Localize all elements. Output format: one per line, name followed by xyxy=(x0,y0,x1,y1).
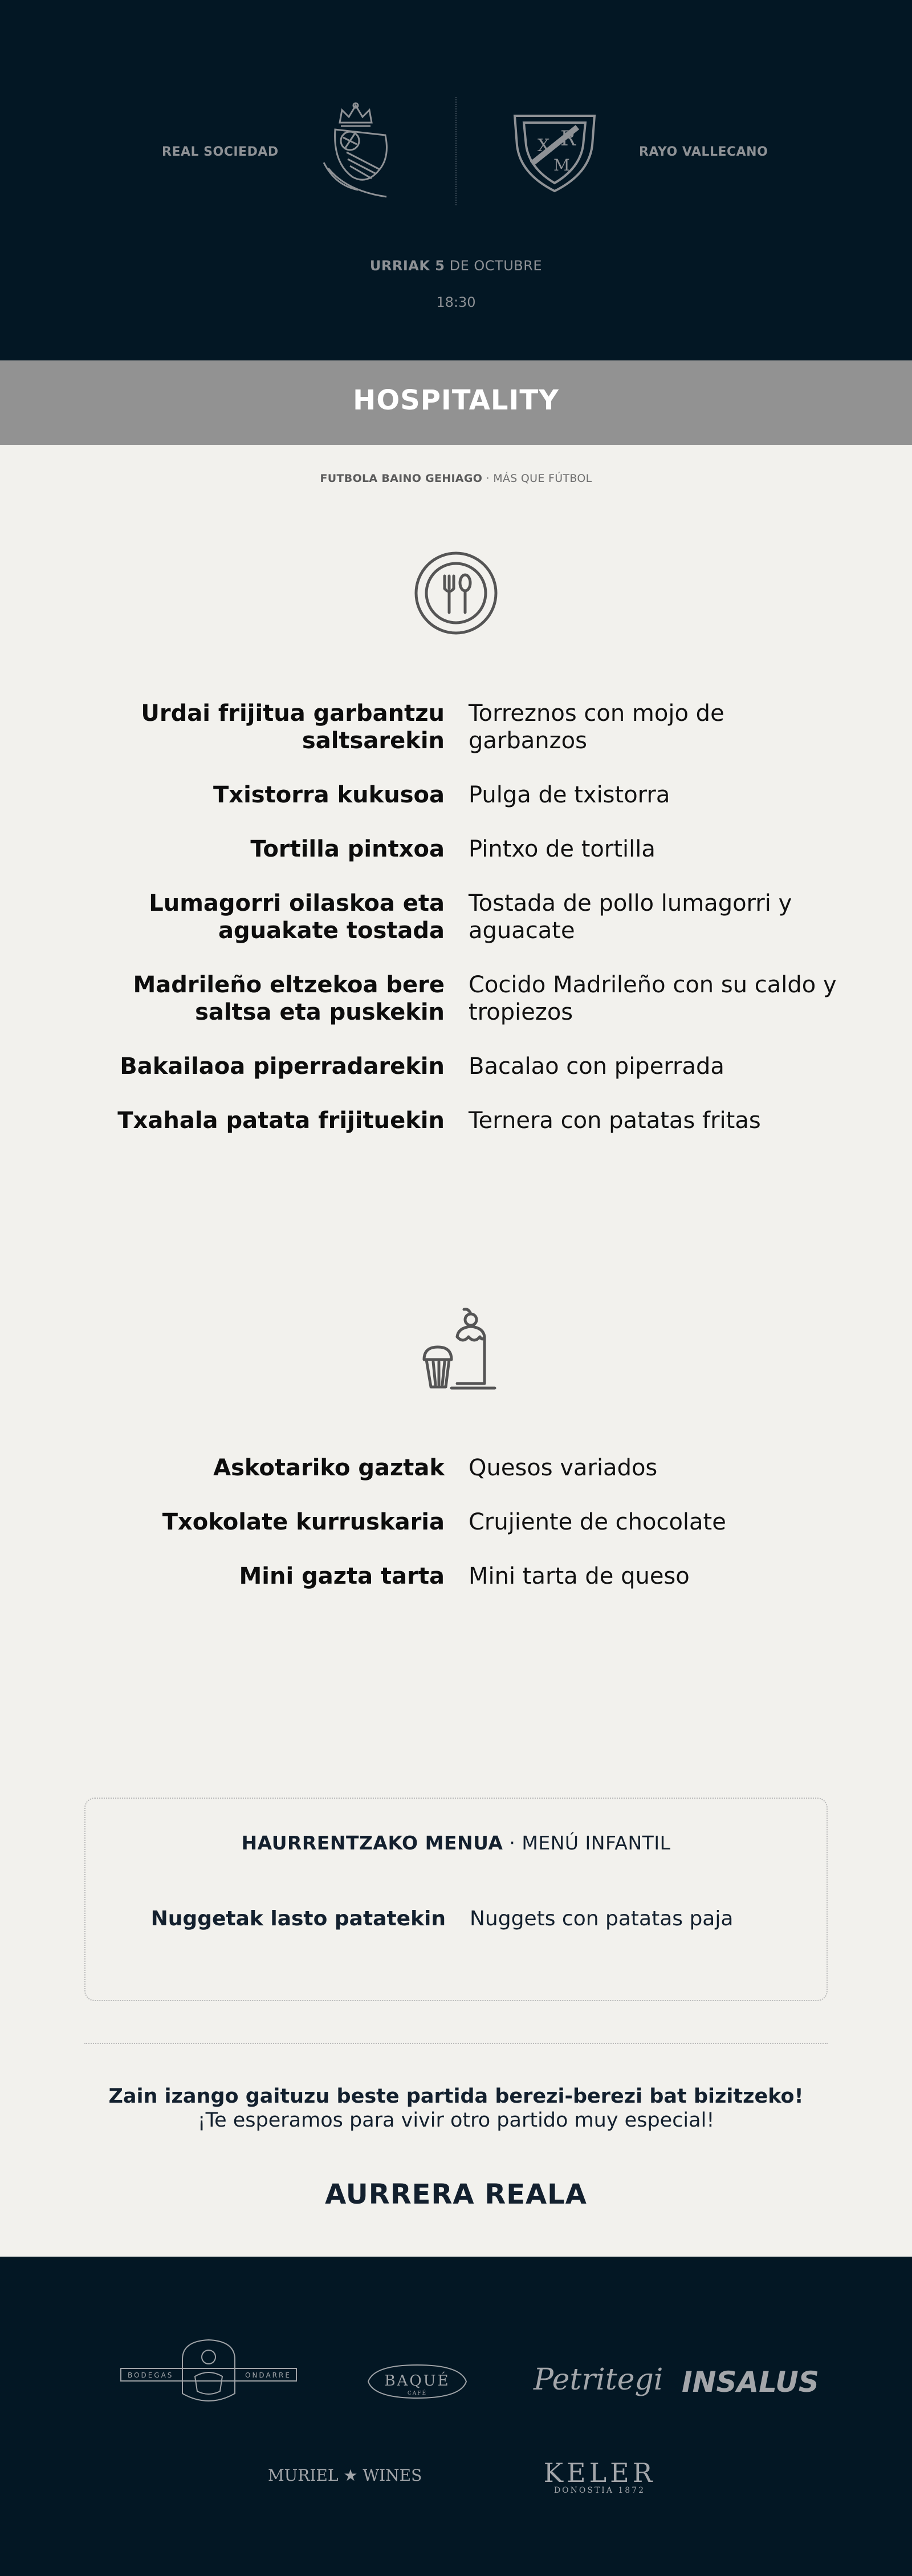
match-time: 18:30 xyxy=(436,294,476,310)
dessert-menu xyxy=(0,1454,912,1617)
menu-row xyxy=(0,835,912,863)
kids-menu-separator: · xyxy=(503,1832,522,1854)
dessert-name-eu: Askotariko gaztak xyxy=(213,1455,445,1481)
baque-sub-text: CAFÉ xyxy=(407,2391,427,2396)
menu-row xyxy=(0,890,912,944)
real-sociedad-crest-icon xyxy=(312,100,400,200)
tagline xyxy=(0,472,912,485)
svg-text:R: R xyxy=(560,127,576,151)
match-header xyxy=(0,0,912,360)
ondarre-left-text: BODEGAS xyxy=(128,2371,174,2379)
keler-logo xyxy=(532,2457,667,2500)
plate-cutlery-icon xyxy=(414,551,498,635)
match-date-eu: URRIAK 5 xyxy=(369,258,445,274)
dessert-name-eu: Txokolate kurruskaria xyxy=(162,1509,445,1535)
baque-text: BAQUÉ xyxy=(384,2372,450,2390)
kids-menu-title xyxy=(85,1832,826,1854)
dessert-name-es: Mini tarta de queso xyxy=(469,1563,690,1589)
dish-name-eu: Tortilla pintxoa xyxy=(250,836,445,862)
rayo-vallecano-crest-icon xyxy=(509,111,600,194)
cheer-slogan: AURRERA REALA xyxy=(325,2179,587,2210)
kids-menu-row xyxy=(85,1907,826,1930)
bodegas-ondarre-logo xyxy=(120,2336,298,2407)
baque-cafe-logo xyxy=(363,2363,472,2400)
header-divider xyxy=(455,97,457,205)
tagline-separator: · xyxy=(482,472,494,485)
match-date xyxy=(0,258,912,274)
menu-row xyxy=(0,1053,912,1080)
dish-name-es: Cocido Madrileño con su caldo y tropiezos xyxy=(469,972,837,1025)
dish-name-es: Pulga de txistorra xyxy=(469,782,670,808)
muriel-wines-logo: MURIEL ★ WINES xyxy=(268,2466,422,2485)
menu-row xyxy=(0,1454,912,1482)
dish-name-eu: Lumagorri oilaskoa eta aguakate tostada xyxy=(149,890,445,944)
menu-row xyxy=(0,781,912,809)
closing-message-es: ¡Te esperamos para vivir otro partido muy especial! xyxy=(197,2109,715,2132)
svg-text:M: M xyxy=(553,156,570,175)
menu-row xyxy=(0,1563,912,1590)
dessert-name-es: Quesos variados xyxy=(469,1455,658,1481)
away-team-name: RAYO VALLECANO xyxy=(639,145,768,159)
kids-dish-eu: Nuggetak lasto patatekin xyxy=(150,1907,446,1930)
cupcake-cake-icon xyxy=(421,1307,497,1394)
banner-title: HOSPITALITY xyxy=(353,384,559,416)
menu-row xyxy=(0,971,912,1026)
dish-name-es: Bacalao con piperrada xyxy=(469,1053,724,1080)
kids-menu-title-es: MENÚ INFANTIL xyxy=(522,1832,671,1854)
sponsors-footer xyxy=(0,2257,912,2576)
dish-name-eu: Txahala patata frijituekin xyxy=(117,1108,445,1134)
closing-message-eu: Zain izango gaituzu beste partida berezi-berezi bat bizitzeko! xyxy=(108,2085,804,2108)
dish-name-eu: Bakailaoa piperradarekin xyxy=(120,1053,445,1080)
dish-name-es: Ternera con patatas fritas xyxy=(469,1108,761,1134)
menu-row xyxy=(0,1107,912,1134)
dessert-name-eu: Mini gazta tarta xyxy=(239,1563,445,1589)
svg-text:X: X xyxy=(538,136,550,156)
kids-menu-title-eu: HAURRENTZAKO MENUA xyxy=(241,1832,503,1854)
kids-dish-es: Nuggets con patatas paja xyxy=(470,1907,734,1930)
menu-row xyxy=(0,1508,912,1536)
match-date-es: DE OCTUBRE xyxy=(445,258,543,274)
dish-name-es: Torreznos con mojo de garbanzos xyxy=(469,700,724,754)
dish-name-eu: Txistorra kukusoa xyxy=(213,782,445,808)
keler-text: KELER xyxy=(543,2457,656,2488)
menu-row xyxy=(0,700,912,754)
home-team-name: REAL SOCIEDAD xyxy=(162,145,279,159)
dessert-name-es: Crujiente de chocolate xyxy=(469,1509,726,1535)
kids-menu-box xyxy=(84,1798,828,2001)
petritegi-logo: Petritegi xyxy=(534,2363,663,2397)
ondarre-right-text: ONDARRE xyxy=(245,2371,291,2379)
dish-name-es: Tostada de pollo lumagorri y aguacate xyxy=(469,890,792,944)
dish-name-es: Pintxo de tortilla xyxy=(469,836,656,862)
hospitality-banner xyxy=(0,360,912,445)
savory-menu xyxy=(0,700,912,1161)
dish-name-eu: Madrileño eltzekoa bere saltsa eta puskekin xyxy=(133,972,445,1025)
dish-name-eu: Urdai frijitua garbantzu saltsarekin xyxy=(141,700,445,754)
section-divider xyxy=(84,2043,828,2044)
tagline-eu: FUTBOLA BAINO GEHIAGO xyxy=(320,472,483,485)
keler-sub-text: DONOSTIA 1872 xyxy=(553,2486,646,2495)
tagline-es: MÁS QUE FÚTBOL xyxy=(493,472,592,485)
insalus-logo: INSALUS xyxy=(682,2366,819,2399)
